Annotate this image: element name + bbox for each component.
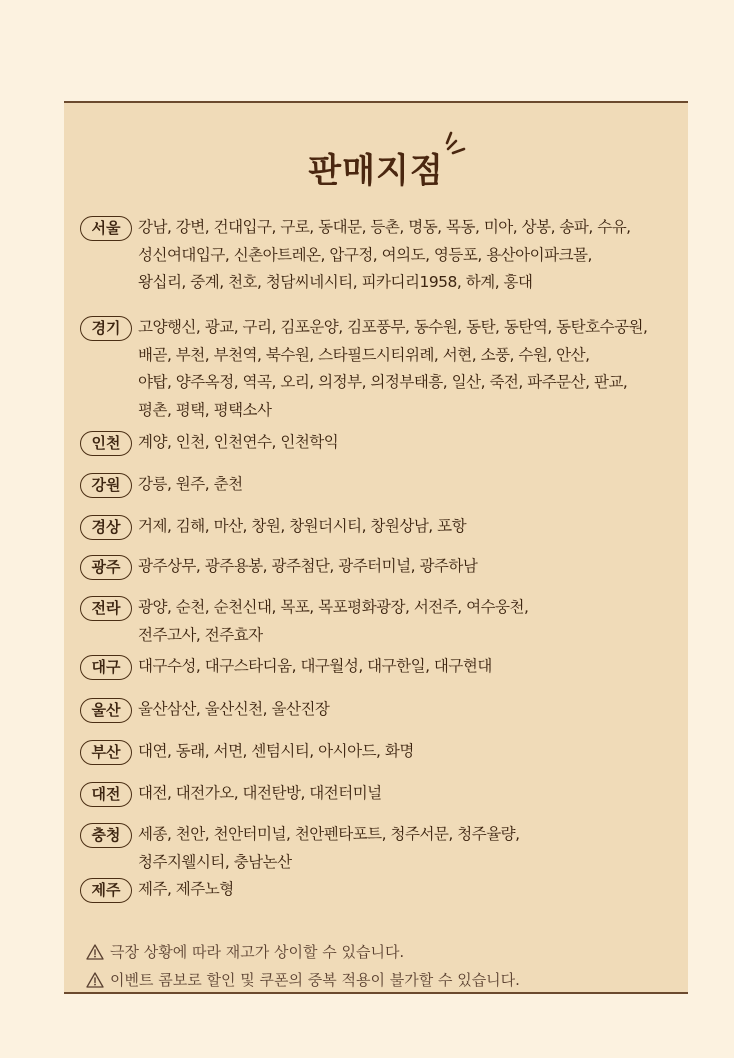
notice-coupon xyxy=(86,969,520,990)
sparkle-icon xyxy=(444,129,472,157)
store-list-panel xyxy=(64,101,688,994)
notice-text: 극장 상황에 따라 재고가 상이할 수 있습니다. xyxy=(110,943,405,961)
page-title-wrap xyxy=(64,143,688,192)
title-group xyxy=(308,143,443,192)
region-stores: 세종, 천안, 천안터미널, 천안펜타포트, 청주서문, 청주율량, 청주지웰시티, 충남논산 xyxy=(138,825,520,871)
region-stores: 울산삼산, 울산신천, 울산진장 xyxy=(138,700,330,718)
region-stores: 대연, 동래, 서면, 센텀시티, 아시아드, 화명 xyxy=(138,742,414,760)
region-badge: 대전 xyxy=(80,782,132,807)
region-stores: 제주, 제주노형 xyxy=(138,880,234,898)
region-badge: 제주 xyxy=(80,878,132,903)
region-badge: 서울 xyxy=(80,216,132,241)
region-badge: 강원 xyxy=(80,473,132,498)
region-stores: 대전, 대전가오, 대전탄방, 대전터미널 xyxy=(138,784,382,802)
region-stores: 고양행신, 광교, 구리, 김포운양, 김포풍무, 동수원, 동탄, 동탄역, 동탄호수공원, 배곧, 부천, 부천역, 북수원, 스타필드시티위례, 서현, 소풍, 수원, 안산, 야탑, 양주옥정, 역곡, 오리, 의정부, 의정부태흥, 일산, 죽전, 파주문산, 판교, 평촌, 평택, 평택소사 xyxy=(138,318,648,419)
region-stores: 광양, 순천, 순천신대, 목포, 목포평화광장, 서전주, 여수웅천, 전주고사, 전주효자 xyxy=(138,598,529,644)
page-title: 판매지점 xyxy=(308,151,444,191)
notice-text: 이벤트 콤보로 할인 및 쿠폰의 중복 적용이 불가할 수 있습니다. xyxy=(110,971,520,989)
region-stores: 광주상무, 광주용봉, 광주첨단, 광주터미널, 광주하남 xyxy=(138,557,478,575)
region-badge: 광주 xyxy=(80,555,132,580)
region-badge: 대구 xyxy=(80,655,132,680)
region-stores: 강남, 강변, 건대입구, 구로, 동대문, 등촌, 명동, 목동, 미아, 상봉, 송파, 수유, 성신여대입구, 신촌아트레온, 압구정, 여의도, 영등포, 용산아이파크몰, 왕십리, 중계, 천호, 청담씨네시티, 피카디리1958, 하계, 홍대 xyxy=(138,218,631,291)
region-badge: 부산 xyxy=(80,740,132,765)
region-badge: 인천 xyxy=(80,431,132,456)
region-stores: 강릉, 원주, 춘천 xyxy=(138,475,243,493)
region-badge: 경상 xyxy=(80,515,132,540)
region-stores: 대구수성, 대구스타디움, 대구월성, 대구한일, 대구현대 xyxy=(138,657,492,675)
region-stores: 계양, 인천, 인천연수, 인천학익 xyxy=(138,433,339,451)
notice-stock xyxy=(86,941,404,962)
region-badge: 경기 xyxy=(80,316,132,341)
region-stores: 거제, 김해, 마산, 창원, 창원더시티, 창원상남, 포항 xyxy=(138,517,467,535)
warning-icon xyxy=(86,972,104,988)
region-badge: 충청 xyxy=(80,823,132,848)
region-badge: 울산 xyxy=(80,698,132,723)
region-badge: 전라 xyxy=(80,596,132,621)
warning-icon xyxy=(86,944,104,960)
